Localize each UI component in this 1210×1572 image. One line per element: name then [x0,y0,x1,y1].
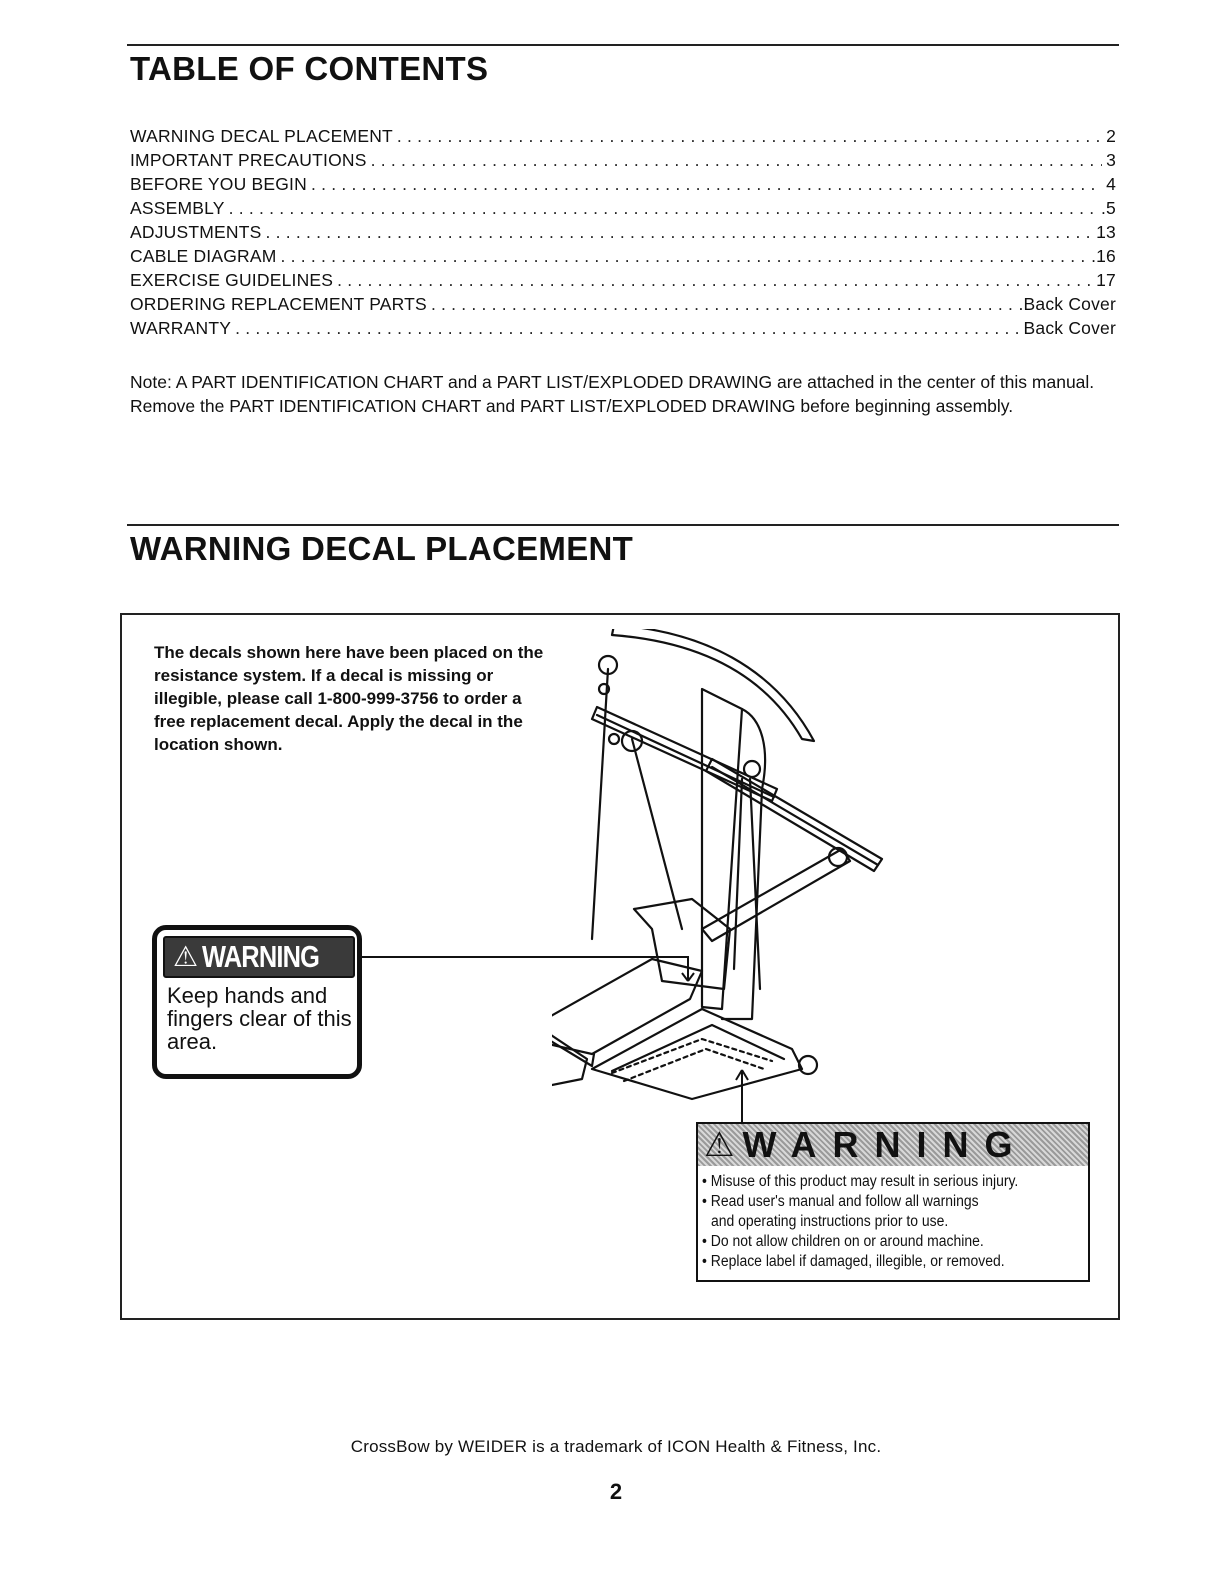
toc-entry-page: .Back Cover [1018,294,1116,314]
toc-entry-title: CABLE DIAGRAM [130,246,277,266]
toc-entry[interactable] [130,126,1116,150]
toc-entry-page: 13 [1096,222,1116,242]
toc-top-rule [127,44,1119,46]
toc-entry-title: ASSEMBLY [130,198,225,218]
toc-entry-title: IMPORTANT PRECAUTIONS [130,150,367,170]
toc-entry[interactable] [130,270,1116,294]
toc-entry-title: ADJUSTMENTS [130,222,262,242]
toc-leader-dots [229,198,1097,219]
decal-list-item: • Do not allow children on or around machine. [702,1233,984,1250]
misuse-warning-decal [696,1122,1090,1282]
decal-panel [120,613,1120,1320]
toc-entry[interactable] [130,150,1116,174]
toc-entry-page: 4 [1106,174,1116,194]
toc-leader-dots [337,270,1092,291]
toc-entry-page: 17 [1096,270,1116,290]
toc-entry-page: 3 [1106,150,1116,170]
toc-entry[interactable] [130,246,1116,270]
misuse-warning-decal-header [698,1124,1088,1166]
toc-entry[interactable] [130,174,1116,198]
toc-entry-page: 2 [1106,126,1116,146]
hands-warning-decal-header [163,936,355,978]
trademark-note: CrossBow by WEIDER is a trademark of ICON Health & Fitness, Inc. [350,1437,882,1456]
hands-warning-decal-title: WARNING [202,939,320,974]
toc-leader-dots [281,246,1088,267]
toc-entry[interactable] [130,294,1116,318]
toc-leader-dots [371,150,1102,171]
warning-triangle-icon: ⚠ [704,1126,735,1164]
toc-entry-page: Back Cover [1023,318,1116,338]
toc-entry-title: BEFORE YOU BEGIN [130,174,307,194]
toc-entry-title: EXERCISE GUIDELINES [130,270,334,290]
toc-leader-dots [311,174,1102,195]
toc-note: Note: A PART IDENTIFICATION CHART and a PART LIST/EXPLODED DRAWING are attached in the center of this manual. Remove the PART IDENTIFICATION CHART and PART LIST/EXPLODED DRAWING before beginning assembly. [130,372,1095,416]
decal-list-item: • Misuse of this product may result in serious injury. [702,1173,1019,1190]
toc-leader-dots [431,294,1015,315]
toc-leader-dots [235,318,1019,339]
toc-entry-page: .16 [1091,246,1116,266]
toc-entry-title: WARRANTY [130,318,232,338]
decal-list-item: and operating instructions prior to use. [711,1213,949,1230]
page-number: 2 [609,1479,623,1504]
toc-entry-page: .5 [1101,198,1116,218]
hands-warning-decal-text: Keep hands and fingers clear of this area. [167,983,352,1054]
toc-entry-title: WARNING DECAL PLACEMENT [130,126,393,146]
decal-top-rule [127,524,1119,526]
toc-leader-dots [266,222,1093,243]
toc-heading: TABLE OF CONTENTS [130,50,489,87]
hands-warning-decal [152,925,362,1079]
warning-triangle-icon: ⚠ [173,941,199,972]
toc-leader-dots [397,126,1102,147]
misuse-warning-decal-list [702,1172,1086,1272]
decal-list-item: • Read user's manual and follow all warnings [702,1193,979,1210]
toc-list [130,126,1116,342]
decal-heading: WARNING DECAL PLACEMENT [130,530,634,567]
decal-intro-text: The decals shown here have been placed on the resistance system. If a decal is missing or illegible, please call 1-800-999-3756 to order a free replacement decal. Apply the decal in the location shown. [154,643,544,754]
toc-entry[interactable] [130,222,1116,246]
toc-entry-title: ORDERING REPLACEMENT PARTS [130,294,427,314]
toc-entry[interactable] [130,198,1116,222]
toc-entry[interactable] [130,318,1116,342]
decal-list-item: • Replace label if damaged, illegible, or removed. [702,1253,1005,1270]
misuse-warning-decal-title: WARNING [742,1124,1029,1165]
